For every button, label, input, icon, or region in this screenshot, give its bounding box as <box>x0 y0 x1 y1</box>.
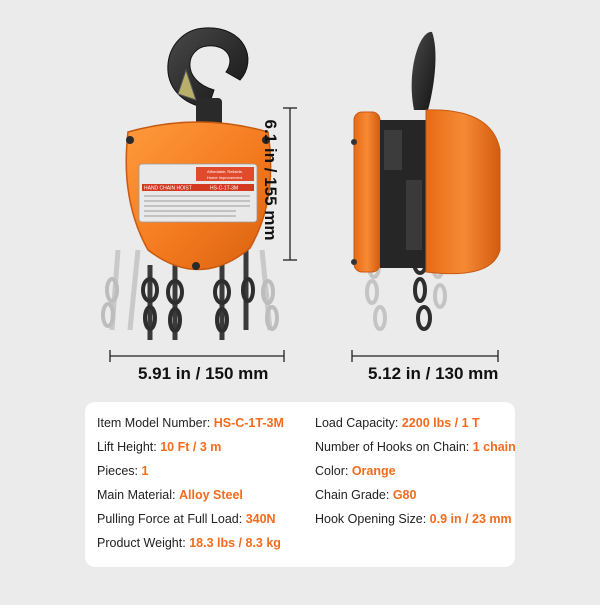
specifications-panel <box>85 402 515 567</box>
front-width-dimension-label: 5.91 in / 150 mm <box>138 364 269 383</box>
nameplate <box>139 164 257 222</box>
spec-lift-height: Lift Height: 10 Ft / 3 m <box>97 440 222 454</box>
side-top-hook <box>412 32 436 110</box>
front-top-hook <box>168 28 248 128</box>
side-width-dimension-label: 5.12 in / 130 mm <box>368 364 499 383</box>
spec-pulling-force: Pulling Force at Full Load: 340N <box>97 512 276 526</box>
spec-load-capacity: Load Capacity: 2200 lbs / 1 T <box>315 416 480 430</box>
spec-chain-grade: Chain Grade: G80 <box>315 488 417 502</box>
spec-product-weight: Product Weight: 18.3 lbs / 8.3 kg <box>97 536 281 550</box>
side-view-hoist <box>351 32 500 329</box>
nameplate-title: HAND CHAIN HOIST <box>144 185 192 192</box>
height-dimension-label: 6.1 in / 155 mm <box>261 119 280 241</box>
spec-item-model-number: Item Model Number: HS-C-1T-3M <box>97 416 284 430</box>
front-view-hoist <box>103 28 277 340</box>
spec-main-material: Main Material: Alloy Steel <box>97 488 243 502</box>
nameplate-tagline-2: Home Improvement. <box>206 175 244 180</box>
side-left-plate <box>354 112 380 272</box>
side-wheel-cover <box>426 110 500 274</box>
nameplate-tagline-1: Affordable, Reliable, <box>207 169 243 174</box>
spec-hook-opening-size: Hook Opening Size: 0.9 in / 23 mm <box>315 512 512 526</box>
spec-pieces: Pieces: 1 <box>97 464 149 478</box>
spec-color: Color: Orange <box>315 464 396 478</box>
nameplate-model: HS-C-1T-3M <box>210 185 239 192</box>
spec-hooks-on-chain: Number of Hooks on Chain: 1 chain <box>315 440 516 454</box>
